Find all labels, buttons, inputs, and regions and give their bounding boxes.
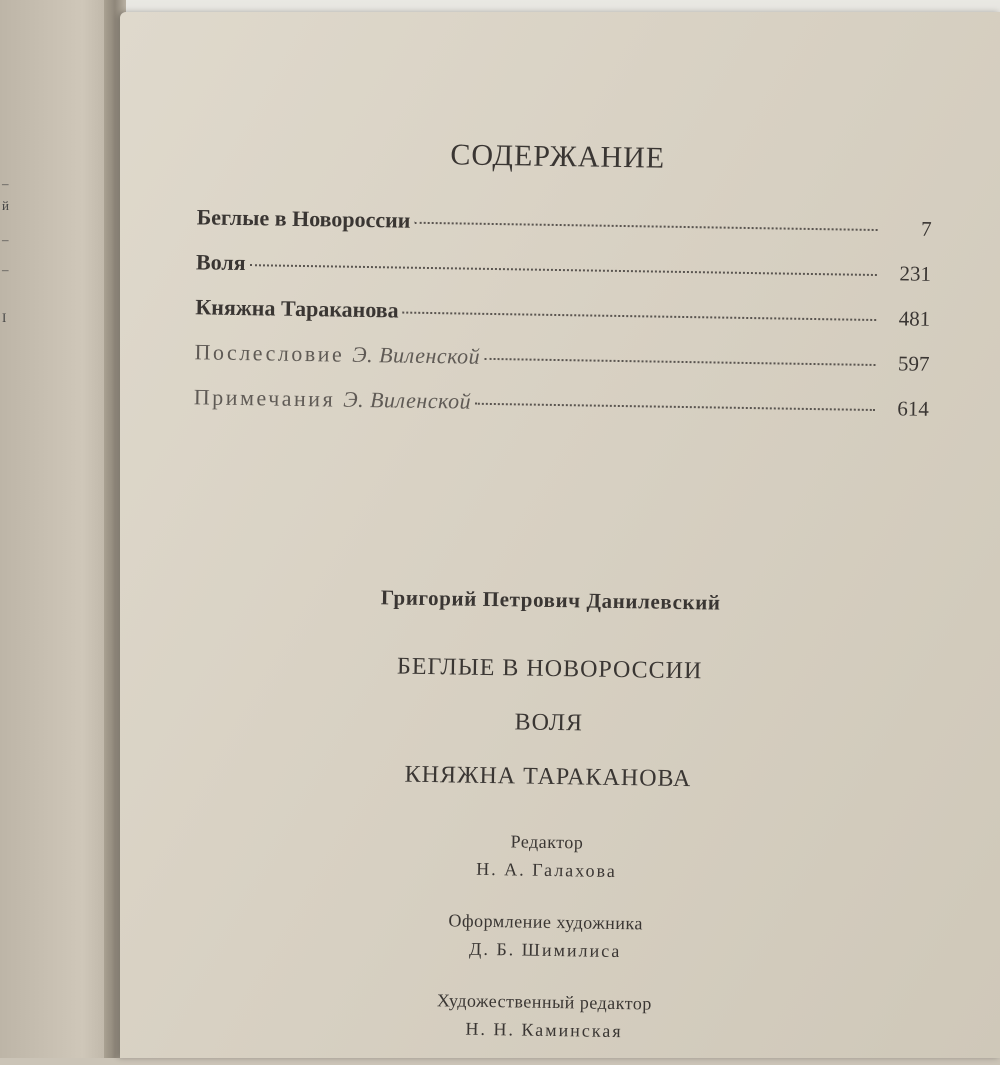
toc-entry-page: 597 <box>897 351 930 376</box>
toc-entry-title: Княжна Тараканова <box>195 294 399 323</box>
dot-leader <box>475 403 875 411</box>
toc-entry-title: Воля <box>195 249 246 276</box>
toc-entry-page: 231 <box>899 261 932 286</box>
toc-entry-page: 481 <box>898 306 931 331</box>
toc-entry-page: 7 <box>920 216 932 241</box>
left-page-fragment: I <box>2 310 7 325</box>
credit-name: Н. А. Галахова <box>476 858 617 881</box>
left-page-fragment: – <box>2 232 9 247</box>
left-page-fragment: й <box>2 198 9 213</box>
toc-entry-title <box>194 384 472 414</box>
left-page-fragment: – <box>2 262 9 277</box>
credit-name: Н. Н. Каминская <box>465 1018 623 1042</box>
credit-role: Художественный редактор <box>436 990 653 1014</box>
dot-leader <box>484 358 875 366</box>
dot-leader <box>250 264 877 276</box>
credit-role: Редактор <box>510 831 584 853</box>
toc-entry-author: Э. Виленской <box>352 341 481 369</box>
credit-name: Д. Б. Шимилиса <box>468 938 622 962</box>
work-title: ВОЛЯ <box>514 709 584 737</box>
left-page-fragment: – <box>2 176 9 191</box>
credit-role: Оформление художника <box>448 910 644 934</box>
toc-entry-page: 614 <box>897 396 930 421</box>
toc-entry <box>196 249 931 293</box>
page-content <box>104 5 1000 1065</box>
dot-leader <box>403 312 877 321</box>
work-title: КНЯЖНА ТАРАКАНОВА <box>404 761 692 793</box>
toc-entry-author: Э. Виленской <box>342 386 472 414</box>
toc-entry-label: Послесловие <box>194 339 345 367</box>
author-name: Григорий Петрович Данилевский <box>380 585 721 615</box>
contents-heading: СОДЕРЖАНИЕ <box>450 138 666 175</box>
dot-leader <box>414 222 877 231</box>
left-page <box>0 0 118 1058</box>
work-title: БЕГЛЫЕ В НОВОРОССИИ <box>396 653 703 685</box>
book-page <box>120 12 1000 1058</box>
toc-entry-label: Примечания <box>193 384 336 412</box>
toc-entry <box>194 384 929 428</box>
toc-entry <box>195 294 930 338</box>
toc-entry <box>194 339 929 383</box>
toc-entry <box>196 204 931 248</box>
toc-entry-title <box>194 339 480 369</box>
toc-entry-title: Беглые в Новороссии <box>196 204 411 233</box>
